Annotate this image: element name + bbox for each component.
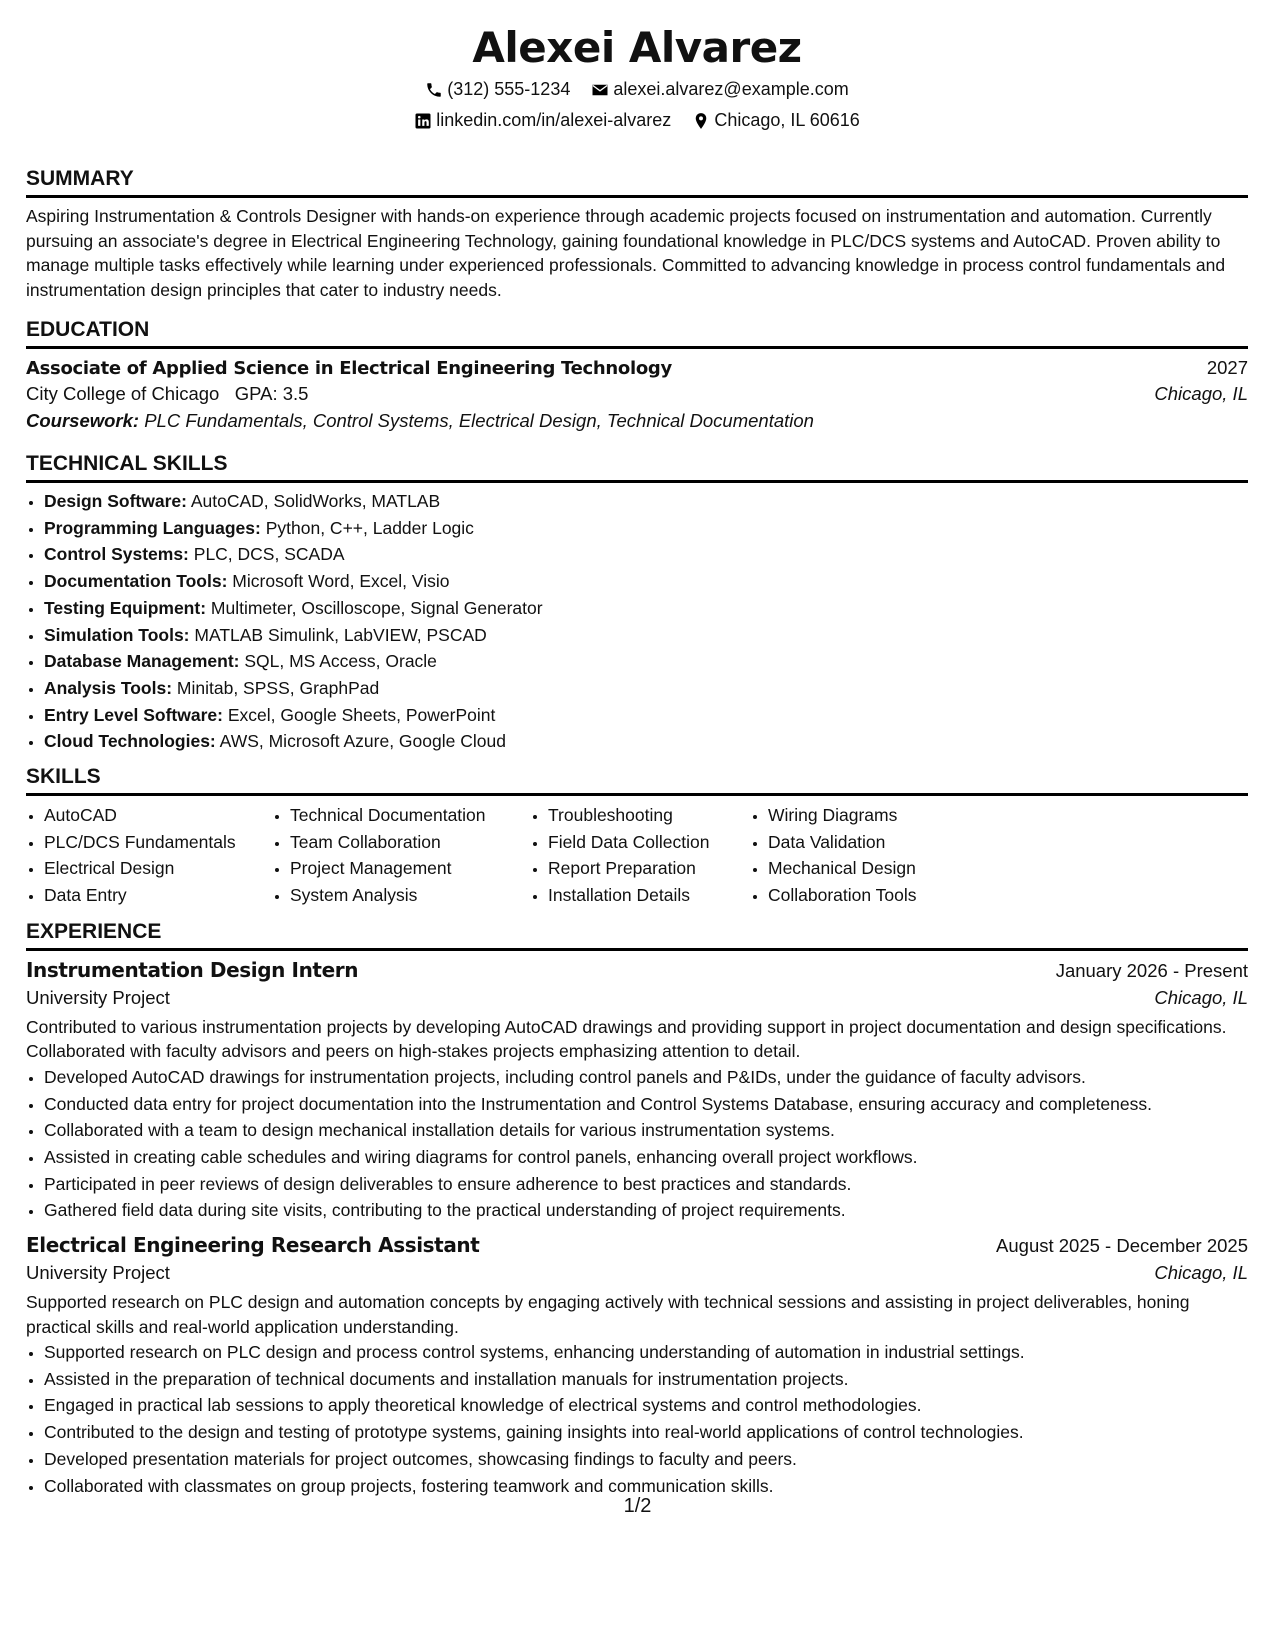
job-bullet: • Assisted in the preparation of technical documents and installation manuals for instrumentation projects. (44, 1366, 1248, 1393)
tech-skill-item (44, 702, 1248, 729)
job-org: University Project (26, 1262, 170, 1284)
tech-skill-value: Excel, Google Sheets, PowerPoint (227, 704, 496, 725)
tech-skill-value: AWS, Microsoft Azure, Google Cloud (219, 731, 506, 752)
job-bullet: • Contributed to the design and testing of prototype systems, gaining insights into real-world applications of control technologies. (44, 1419, 1248, 1446)
tech-skill-value: AutoCAD, SolidWorks, MATLAB (190, 491, 441, 511)
skills-column-3 (530, 802, 750, 909)
skill-item: • Electrical Design (44, 855, 272, 882)
tech-skill-label: Analysis Tools: (44, 677, 173, 698)
school-info (26, 383, 308, 405)
skill-item: • System Analysis (290, 882, 530, 909)
skills-grid (26, 802, 1248, 909)
linkedin-contact[interactable] (414, 105, 671, 136)
page-number: 1/2 (623, 1495, 652, 1517)
tech-skill-value: PLC, DCS, SCADA (193, 544, 345, 565)
contact-line-1 (26, 74, 1248, 105)
summary-heading: SUMMARY (26, 165, 1248, 198)
tech-skill-item (44, 675, 1248, 702)
map-pin-icon (692, 112, 710, 130)
skills-heading: SKILLS (26, 763, 1248, 796)
skill-item: • Installation Details (548, 882, 750, 909)
tech-skill-label: Simulation Tools: (44, 624, 190, 645)
skill-item: • Report Preparation (548, 855, 750, 882)
resume-page (26, 0, 1248, 1499)
tech-skill-label: Design Software: (44, 491, 187, 511)
skill-item: • Team Collaboration (290, 829, 530, 856)
contact-line-2 (26, 105, 1248, 136)
linkedin-icon (414, 112, 432, 130)
job-bullet: • Collaborated with a team to design mechanical installation details for various instrumentation systems. (44, 1117, 1248, 1144)
job-dates: August 2025 - December 2025 (996, 1235, 1248, 1257)
coursework-line (26, 410, 1248, 432)
job-bullets (26, 1064, 1248, 1224)
tech-skill-label: Control Systems: (44, 544, 189, 565)
tech-skill-label: Documentation Tools: (44, 571, 228, 592)
tech-skill-label: Cloud Technologies: (44, 731, 216, 752)
skill-item: • Collaboration Tools (768, 882, 998, 909)
summary-section (26, 165, 1248, 302)
job-bullet: • Developed AutoCAD drawings for instrumentation projects, including control panels and P&IDs, under the guidance of faculty advisors. (44, 1064, 1248, 1091)
phone-contact (425, 74, 570, 105)
job-org-row (26, 1262, 1248, 1284)
tech-skill-value: Python, C++, Ladder Logic (265, 517, 474, 538)
tech-skill-label: Programming Languages: (44, 517, 261, 538)
skills-section (26, 763, 1248, 909)
skills-column-4 (750, 802, 998, 909)
skill-item: • PLC/DCS Fundamentals (44, 829, 272, 856)
degree-title: Associate of Applied Science in Electrical Engineering Technology (26, 358, 672, 379)
job-title: Electrical Engineering Research Assistant (26, 1233, 480, 1258)
tech-skill-item (44, 568, 1248, 595)
envelope-icon (591, 81, 609, 99)
email-text[interactable]: alexei.alvarez@example.com (613, 79, 849, 99)
tech-skill-label: Entry Level Software: (44, 704, 223, 725)
education-section (26, 316, 1248, 432)
experience-section (26, 918, 1248, 1499)
school-location: Chicago, IL (1154, 383, 1248, 404)
tech-skill-value: SQL, MS Access, Oracle (244, 651, 437, 672)
job-bullet: • Gathered field data during site visits, contributing to the practical understanding of project requirements. (44, 1197, 1248, 1224)
tech-skill-label: Testing Equipment: (44, 597, 207, 618)
skill-item: • Data Entry (44, 882, 272, 909)
tech-skill-item (44, 595, 1248, 622)
location-contact (692, 105, 859, 136)
job-entry (26, 1233, 1248, 1499)
skill-item: • Wiring Diagrams (768, 802, 998, 829)
school-name: City College of Chicago (26, 383, 220, 404)
job-bullet: • Assisted in creating cable schedules and wiring diagrams for control panels, enhancing overall project workflows. (44, 1144, 1248, 1171)
education-school-row (26, 383, 1248, 405)
skill-item: • Field Data Collection (548, 829, 750, 856)
experience-heading: EXPERIENCE (26, 918, 1248, 951)
job-description: Supported research on PLC design and automation concepts by engaging actively with technical sessions and assisting in project deliverables, honing practical skills and real-world application understanding. (26, 1292, 1190, 1337)
phone-icon (425, 81, 443, 99)
job-location: Chicago, IL (1154, 1262, 1248, 1284)
job-bullet: • Supported research on PLC design and process control systems, enhancing understanding of automation in industrial settings. (44, 1339, 1248, 1366)
job-org: University Project (26, 986, 170, 1008)
technical-skills-list (26, 488, 1248, 755)
candidate-name: Alexei Alvarez (472, 23, 802, 72)
tech-skill-value: Minitab, SPSS, GraphPad (176, 677, 380, 698)
linkedin-text[interactable]: linkedin.com/in/alexei-alvarez (436, 110, 672, 130)
education-heading: EDUCATION (26, 316, 1248, 349)
tech-skill-value: Multimeter, Oscilloscope, Signal Generator (210, 597, 543, 618)
job-dates: January 2026 - Present (1055, 959, 1248, 981)
skill-item: • Data Validation (768, 829, 998, 856)
job-bullet: • Conducted data entry for project documentation into the Instrumentation and Control Systems Database, ensuring accuracy and completeness. (44, 1091, 1248, 1118)
tech-skill-item (44, 622, 1248, 649)
skills-column-2 (272, 802, 530, 909)
skill-item: • Project Management (290, 855, 530, 882)
phone-text: (312) 555-1234 (447, 79, 571, 99)
job-title: Instrumentation Design Intern (26, 957, 359, 982)
summary-text: Aspiring Instrumentation & Controls Designer with hands-on experience through academic projects focused on instrumentation and automation. Currently pursuing an associate's degree in Electrical Engineering Technology, gaining foundational knowledge in PLC/DCS systems and AutoCAD. Proven ability to manage multiple tasks effectively while learning under experienced professionals. Committed to advancing knowledge in process control fundamentals and instrumentation design principles that cater to industry needs. (26, 206, 1226, 300)
tech-skill-label: Database Management: (44, 651, 240, 672)
education-degree-row (26, 357, 1248, 379)
skill-item: • Troubleshooting (548, 802, 750, 829)
graduation-year: 2027 (1206, 357, 1248, 378)
skill-item: • Technical Documentation (290, 802, 530, 829)
job-bullet: • Participated in peer reviews of design deliverables to ensure adherence to best practices and standards. (44, 1171, 1248, 1198)
skill-item: • Mechanical Design (768, 855, 998, 882)
technical-skills-section (26, 450, 1248, 755)
email-contact[interactable] (591, 74, 848, 105)
job-description: Contributed to various instrumentation projects by developing AutoCAD drawings and providing support in project documentation and design specifications. Collaborated with faculty advisors and peers on high-stakes projects emphasizing attention to detail. (26, 1016, 1227, 1062)
gpa: GPA: 3.5 (234, 383, 309, 404)
coursework-list: PLC Fundamentals, Control Systems, Electrical Design, Technical Documentation (144, 410, 814, 431)
skills-column-1 (26, 802, 272, 909)
tech-skill-value: Microsoft Word, Excel, Visio (232, 571, 450, 592)
tech-skill-value: MATLAB Simulink, LabVIEW, PSCAD (194, 624, 487, 645)
job-bullet: • Developed presentation materials for project outcomes, showcasing findings to faculty and peers. (44, 1446, 1248, 1473)
job-bullet: • Collaborated with classmates on group projects, fostering teamwork and communication skills. (44, 1473, 1248, 1500)
job-title-row (26, 1233, 1248, 1257)
job-org-row (26, 987, 1248, 1009)
job-location: Chicago, IL (1154, 986, 1248, 1008)
job-entry (26, 958, 1248, 1224)
job-bullet: • Engaged in practical lab sessions to apply theoretical knowledge of electrical systems and control methodologies. (44, 1392, 1248, 1419)
location-text: Chicago, IL 60616 (714, 110, 860, 130)
job-title-row (26, 958, 1248, 982)
tech-skill-item (44, 515, 1248, 542)
tech-skill-item (44, 488, 1248, 515)
technical-skills-heading: TECHNICAL SKILLS (26, 450, 1248, 483)
coursework-label: Coursework: (26, 410, 140, 431)
tech-skill-item (44, 541, 1248, 568)
job-bullets (26, 1339, 1248, 1499)
tech-skill-item (44, 728, 1248, 755)
skill-item: • AutoCAD (44, 802, 272, 829)
tech-skill-item (44, 648, 1248, 675)
